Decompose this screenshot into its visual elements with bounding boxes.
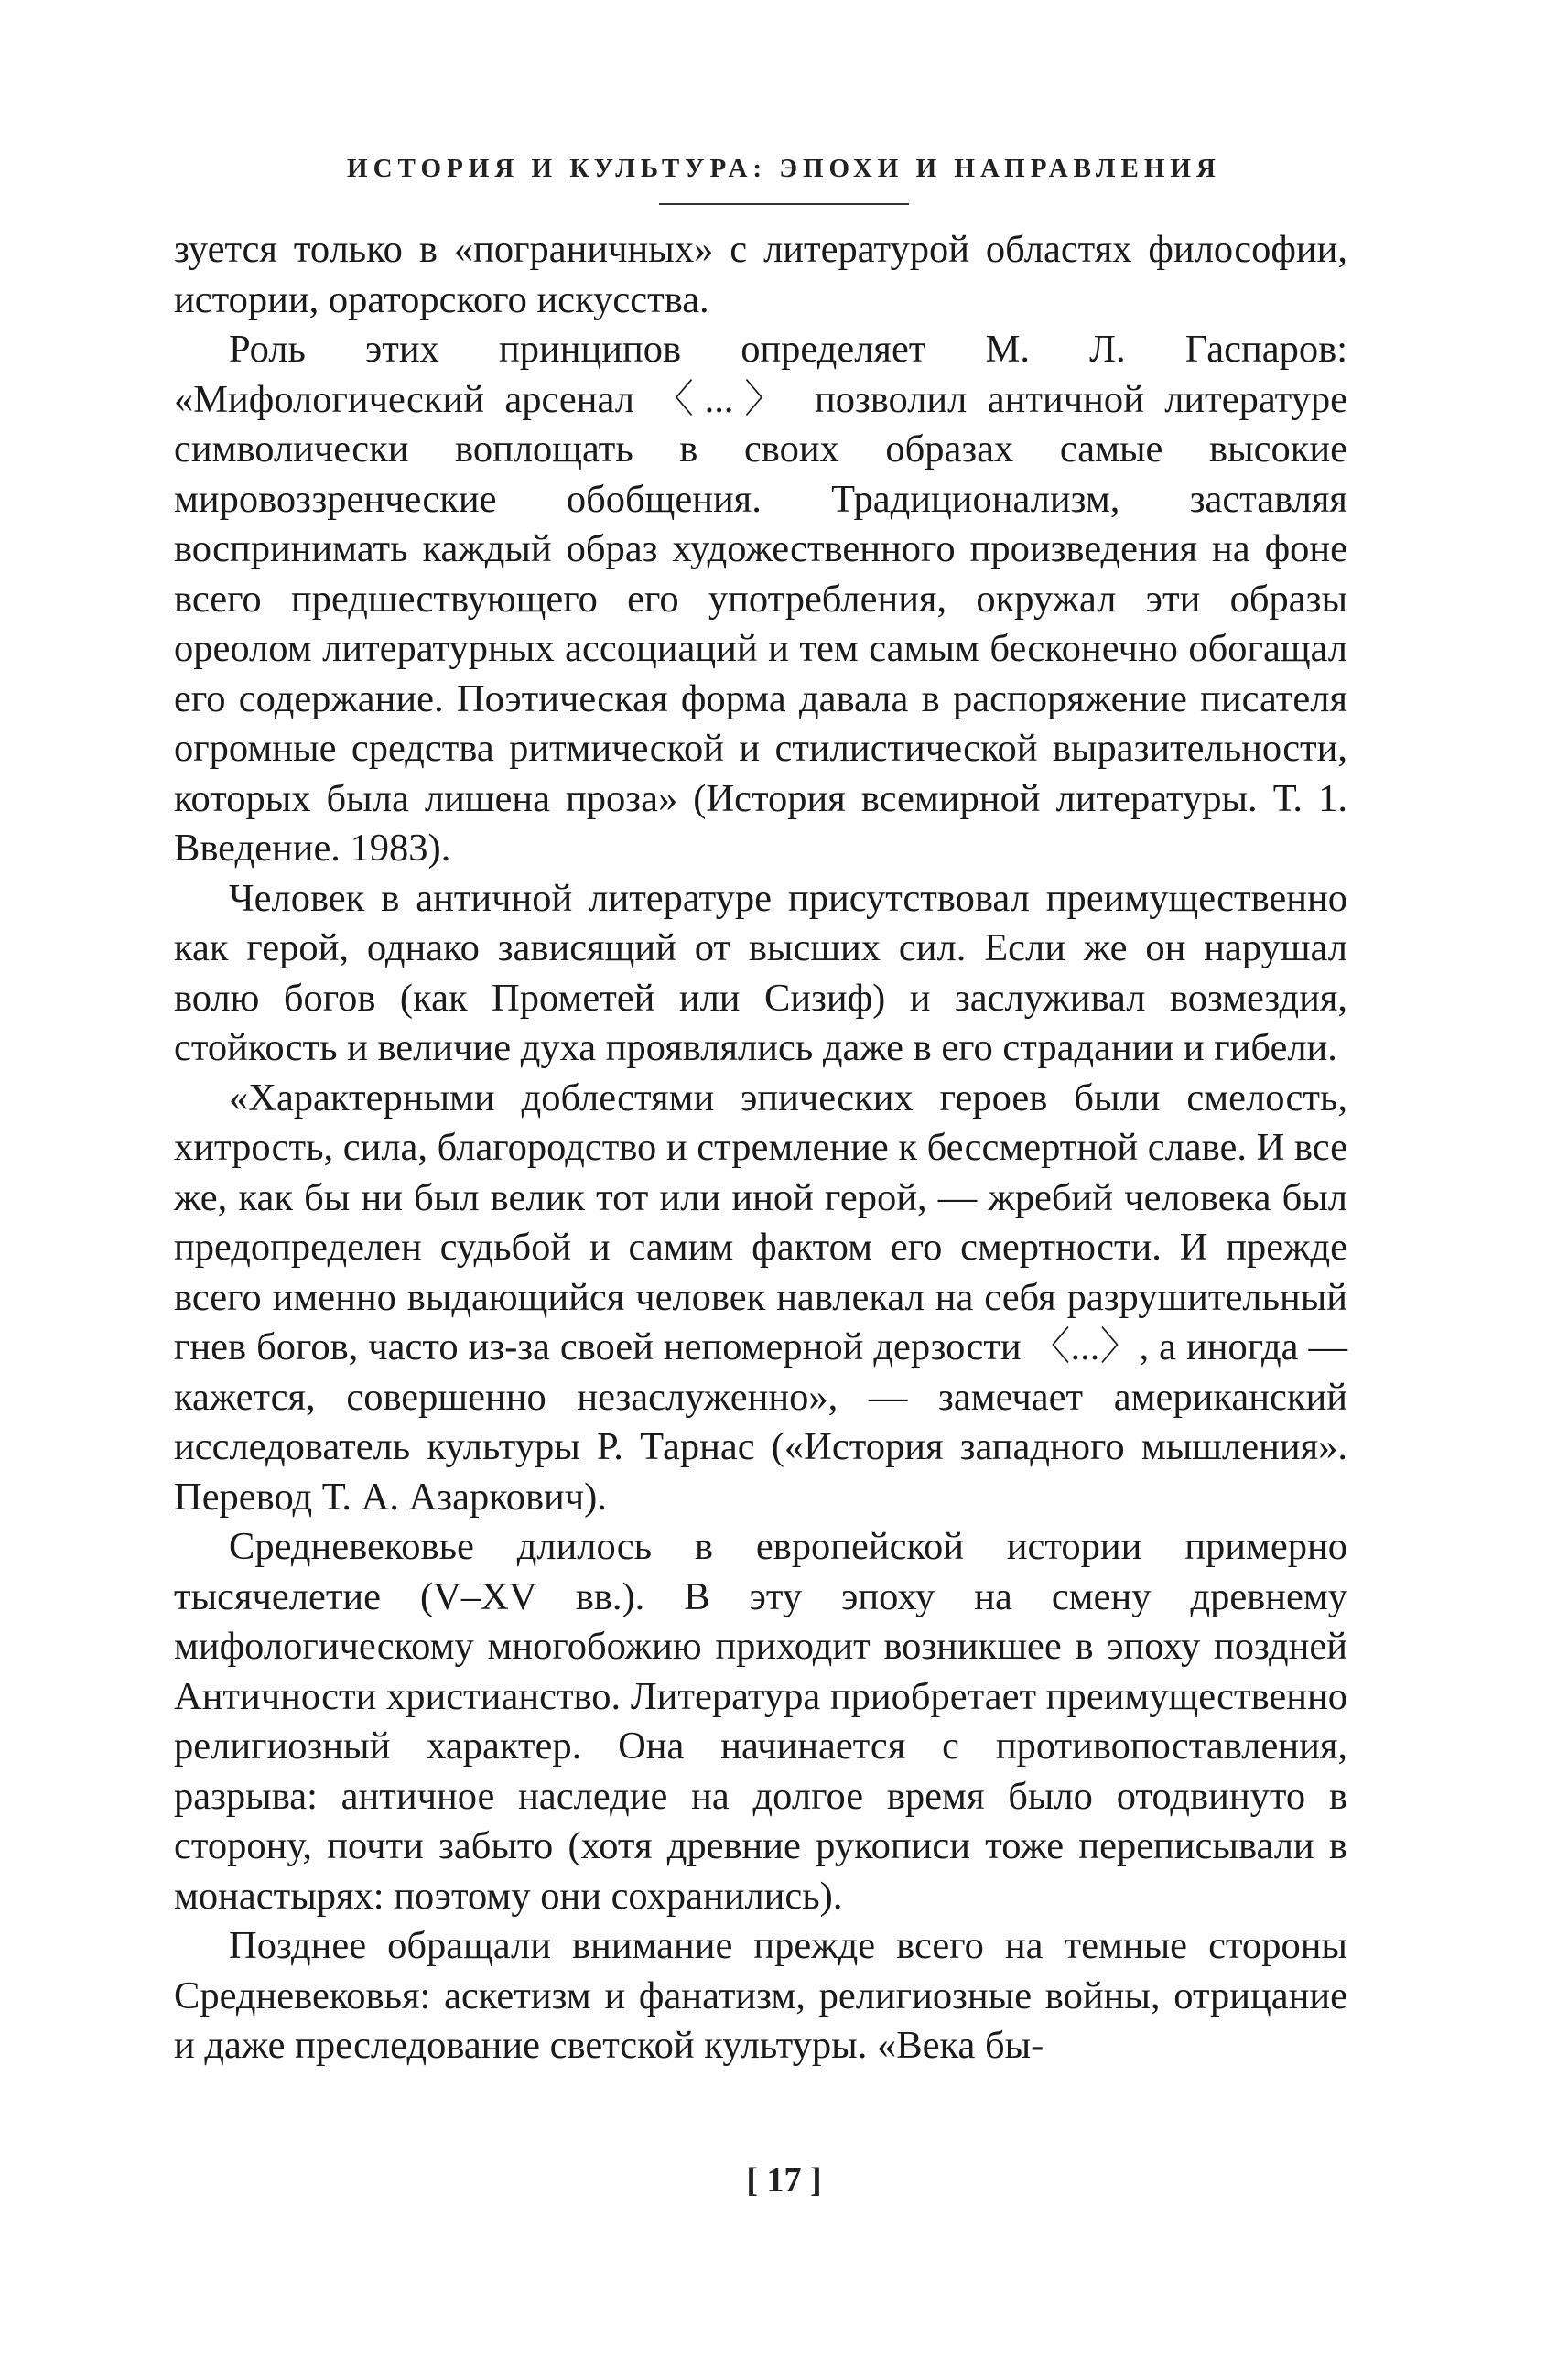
running-head: ИСТОРИЯ И КУЛЬТУРА: ЭПОХИ И НАПРАВЛЕНИЯ: [347, 154, 1221, 183]
body-text: [174, 225, 1347, 2071]
running-head-rule: [659, 203, 909, 205]
paragraph: Человек в античной литературе присутствовал преимущественно как герой, однако зависящий от высших сил. Если же он нарушал волю богов (как Прометей или Сизиф) и заслуживал возмездия, стойкость и величие духа проявлялись даже в его страдании и гибели.: [174, 876, 1347, 1069]
paragraph: Средневековье длилось в европейской истории примерно тысячелетие (V–XV вв.). В эту эпоху на смену древнему мифологическому многобожию приходит возникшее в эпоху поздней Античности христианство. Литература приобретает преимущественно религиозный характер. Она начинается с противопоставления, разрыва: античное наследие на долгое время было отодвинуто в сторону, почти забыто (хотя древние рукописи тоже переписывали в монастырях: поэтому они сохранились).: [174, 1525, 1347, 1918]
paragraph-continued: зуется только в «пограничных» с литературой областях философии, истории, ораторского искусства.: [174, 228, 1347, 321]
paragraph: Роль этих принципов определяет М. Л. Гаспаров: «Мифологический арсенал 〈...〉 позволил античной литературе символически воплощать в своих образах самые высокие мировоззренческие обобщения. Традиционализм, заставляя воспринимать каждый образ художественного произведения на фоне всего предшествующего его употребления, окружал эти образы ореолом литературных ассоциаций и тем самым бесконечно обогащал его содержание. Поэтическая форма давала в распоряжение писателя огромные средства ритмической и стилистической выразительности, которых была лишена проза» (История всемирной литературы. Т. 1. Введение. 1983).: [174, 328, 1347, 870]
page-number: [ 17 ]: [746, 2161, 822, 2200]
paragraph: «Характерными доблестями эпических героев были смелость, хитрость, сила, благородство и стремление к бессмертной славе. И все же, как бы ни был велик тот или иной герой, — жребий человека был предопределен судьбой и самим фактом его смертности. И прежде всего именно выдающийся человек навлекал на себя разрушительный гнев богов, часто из-за своей непомерной дерзости 〈...〉, а иногда — кажется, совершенно незаслуженно», — замечает американский исследователь культуры Р. Тарнас («История западного мышления». Перевод Т. А. Азаркович).: [174, 1076, 1347, 1519]
paragraph: Позднее обращали внимание прежде всего на темные стороны Средневековья: аскетизм и фанатизм, религиозные войны, отрицание и даже преследование светской культуры. «Века бы-: [174, 1924, 1347, 2067]
